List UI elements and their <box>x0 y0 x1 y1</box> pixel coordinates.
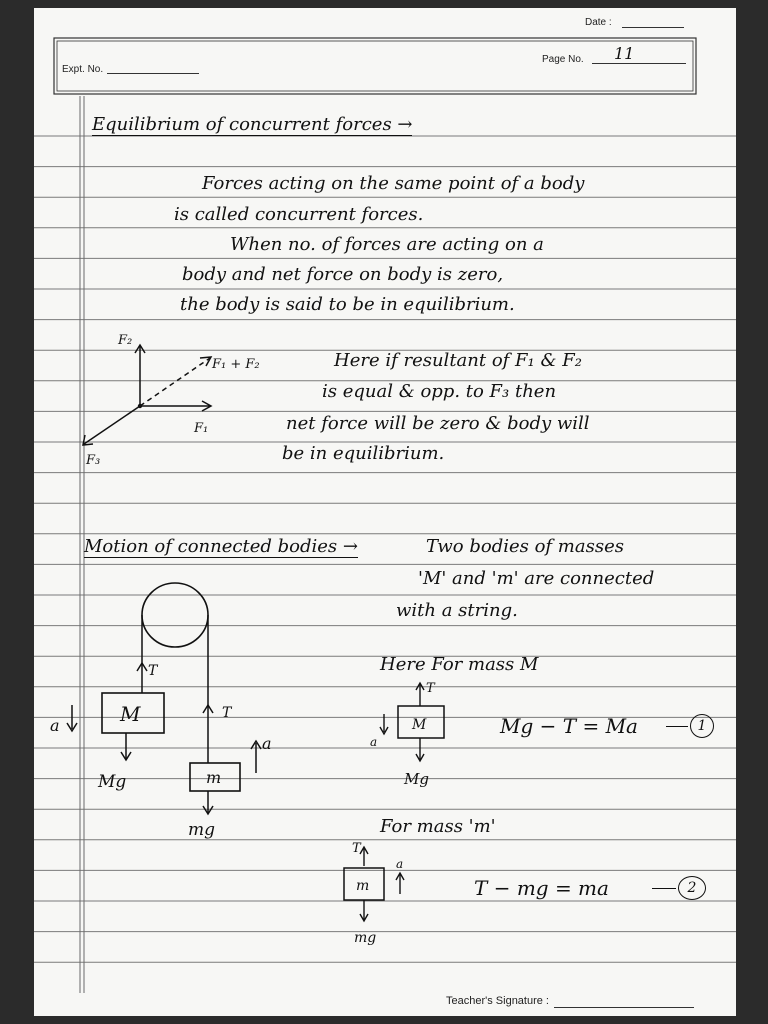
svg-text:mg: mg <box>354 930 377 946</box>
expt-no-line <box>107 73 199 74</box>
label-f3: F₃ <box>86 453 101 468</box>
definition-line-3: When no. of forces are acting on a <box>230 234 544 255</box>
here-for-mass-M: Here For mass M <box>380 654 539 675</box>
svg-text:T: T <box>222 705 232 721</box>
svg-text:Mg: Mg <box>98 772 127 792</box>
section-title-connected-bodies: Motion of connected bodies → <box>84 536 358 557</box>
label-f2: F₂ <box>118 333 133 348</box>
section-title-equilibrium: Equilibrium of concurrent forces → <box>92 114 413 135</box>
expt-no-label: Expt. No. <box>62 64 104 75</box>
explanation-line-1: Here if resultant of F₁ & F₂ <box>334 350 582 371</box>
force-f3-arrow <box>84 406 140 444</box>
equation-2-number: 2 <box>678 876 706 900</box>
svg-text:m: m <box>356 878 370 894</box>
svg-text:Mg: Mg <box>404 770 429 788</box>
definition-line-5: the body is said to be in equilibrium. <box>180 294 515 315</box>
resultant-dashed-arrow <box>140 358 210 406</box>
mass-m-diagram <box>330 836 430 956</box>
pulley-diagram <box>44 573 294 843</box>
notebook-page <box>34 8 736 1016</box>
pulley-icon <box>142 583 208 647</box>
svg-text:T: T <box>352 841 361 856</box>
svg-text:a: a <box>370 735 378 749</box>
date-label: Date : <box>585 17 612 28</box>
intro-line-1: Two bodies of masses <box>426 536 624 557</box>
definition-line-4: body and net force on body is zero, <box>182 264 504 285</box>
label-f1: F₁ <box>194 421 209 436</box>
definition-line-1: Forces acting on the same point of a body <box>202 173 585 194</box>
teacher-signature-line <box>554 1007 694 1008</box>
concurrent-forces-diagram <box>74 318 274 468</box>
intro-line-3: with a string. <box>396 600 518 621</box>
equation-1: Mg − T = Ma <box>500 714 638 738</box>
page-no-label: Page No. <box>542 54 584 65</box>
label-f1-plus-f2: F₁ + F₂ <box>212 357 260 372</box>
page-no-line <box>592 63 686 64</box>
svg-text:a: a <box>396 857 404 871</box>
intro-line-2: 'M' and 'm' are connected <box>418 568 655 589</box>
svg-text:a: a <box>262 734 272 753</box>
equation-1-number: 1 <box>690 714 714 738</box>
page-number: 11 <box>614 44 635 63</box>
for-mass-m: For mass 'm' <box>380 816 496 837</box>
svg-text:M: M <box>412 717 427 733</box>
svg-text:T: T <box>148 663 158 679</box>
svg-text:M: M <box>120 702 141 726</box>
explanation-line-2: is equal & opp. to F₃ then <box>322 381 557 402</box>
svg-text:T: T <box>426 681 435 696</box>
svg-text:mg: mg <box>188 820 216 840</box>
mass-M-diagram <box>354 676 464 796</box>
explanation-line-3: net force will be zero & body will <box>286 413 590 434</box>
definition-line-2: is called concurrent forces. <box>174 204 424 225</box>
svg-text:m: m <box>206 768 222 787</box>
explanation-line-4: be in equilibrium. <box>282 443 445 464</box>
teacher-signature-label: Teacher's Signature : <box>446 995 549 1007</box>
svg-text:a: a <box>50 716 60 735</box>
date-line <box>622 27 684 28</box>
equation-2: T − mg = ma <box>474 876 609 900</box>
